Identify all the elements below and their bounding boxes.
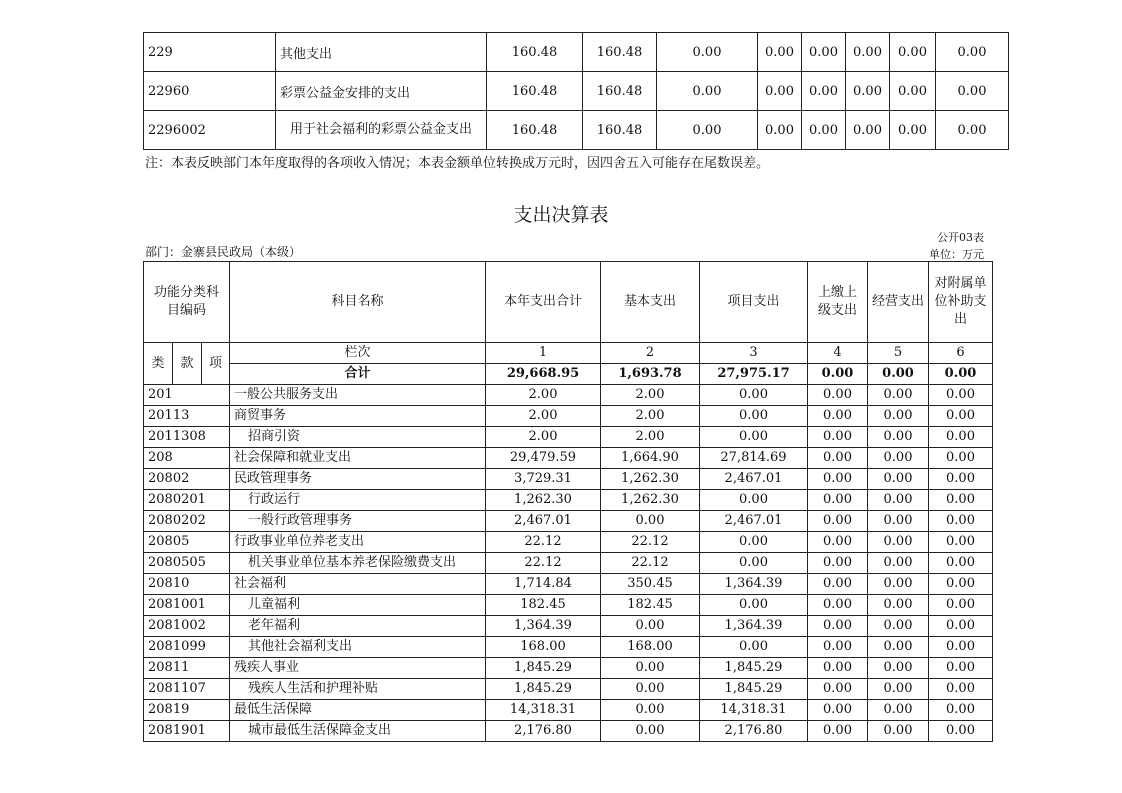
sum-project: 27,975.17: [700, 364, 808, 385]
row-value: 0.00: [868, 658, 929, 679]
row-value: 160.48: [487, 33, 583, 72]
row-value: 0.00: [868, 679, 929, 700]
row-value: 0.00: [601, 721, 700, 742]
row-value: 0.00: [936, 33, 1009, 72]
column-label: 栏次: [230, 343, 486, 364]
row-value: 0.00: [808, 406, 868, 427]
row-name: 一般公共服务支出: [230, 385, 486, 406]
row-value: 0.00: [929, 553, 993, 574]
table-row: [144, 637, 993, 658]
row-value: 0.00: [868, 721, 929, 742]
row-value: 0.00: [929, 448, 993, 469]
row-value: 160.48: [583, 33, 657, 72]
col-num-5: 5: [868, 343, 929, 364]
row-code: 20802: [144, 469, 230, 490]
table-row: [144, 427, 993, 448]
row-code: 20805: [144, 532, 230, 553]
row-value: 160.48: [583, 72, 657, 111]
row-code: 20811: [144, 658, 230, 679]
row-value: 0.00: [808, 721, 868, 742]
row-value: 22.12: [486, 532, 601, 553]
row-value: 0.00: [868, 406, 929, 427]
row-name: 彩票公益金安排的支出: [276, 72, 487, 111]
row-code: 2296002: [144, 111, 276, 150]
row-value: 22.12: [601, 553, 700, 574]
row-value: 0.00: [700, 637, 808, 658]
table-row: [144, 72, 1009, 111]
form-number: 公开03表: [937, 231, 984, 244]
row-value: 0.00: [929, 490, 993, 511]
row-code: 2081901: [144, 721, 230, 742]
row-name: 用于社会福利的彩票公益金支出: [276, 111, 487, 150]
row-value: 2.00: [601, 385, 700, 406]
row-value: 0.00: [808, 448, 868, 469]
row-value: 0.00: [929, 385, 993, 406]
row-value: 2.00: [486, 385, 601, 406]
row-value: 0.00: [700, 406, 808, 427]
row-value: 0.00: [929, 427, 993, 448]
col-num-3: 3: [700, 343, 808, 364]
row-value: 182.45: [601, 595, 700, 616]
row-value: 0.00: [929, 469, 993, 490]
row-value: 2,176.80: [700, 721, 808, 742]
row-value: 0.00: [657, 33, 758, 72]
row-value: 0.00: [657, 111, 758, 150]
row-value: 0.00: [758, 72, 802, 111]
row-code: 2081002: [144, 616, 230, 637]
table-row: [144, 448, 993, 469]
row-value: 22.12: [486, 553, 601, 574]
row-value: 14,318.31: [700, 700, 808, 721]
row-value: 1,714.84: [486, 574, 601, 595]
row-name: 残疾人事业: [230, 658, 486, 679]
row-code: 2081001: [144, 595, 230, 616]
row-code: 20810: [144, 574, 230, 595]
header-lei: 类: [144, 343, 173, 385]
row-value: 2.00: [601, 427, 700, 448]
header-business: 经营支出: [868, 262, 929, 343]
row-value: 29,479.59: [486, 448, 601, 469]
row-value: 0.00: [808, 658, 868, 679]
row-value: 0.00: [700, 595, 808, 616]
row-value: 0.00: [929, 721, 993, 742]
row-code: 201: [144, 385, 230, 406]
table-row: [144, 595, 993, 616]
row-value: 0.00: [868, 469, 929, 490]
table-row: [144, 33, 1009, 72]
row-value: 27,814.69: [700, 448, 808, 469]
row-name: 儿童福利: [230, 595, 486, 616]
row-value: 0.00: [936, 72, 1009, 111]
header-code: 功能分类科目编码: [144, 262, 230, 343]
row-value: 0.00: [868, 595, 929, 616]
header-row: [144, 262, 993, 343]
row-value: 160.48: [583, 111, 657, 150]
row-value: 0.00: [700, 553, 808, 574]
col-num-2: 2: [601, 343, 700, 364]
row-value: 1,845.29: [700, 658, 808, 679]
row-value: 2,176.80: [486, 721, 601, 742]
row-value: 2.00: [486, 427, 601, 448]
sum-row: [144, 364, 993, 385]
row-code: 2081099: [144, 637, 230, 658]
col-num-4: 4: [808, 343, 868, 364]
row-value: 160.48: [487, 111, 583, 150]
row-value: 1,364.39: [700, 574, 808, 595]
row-value: 0.00: [929, 679, 993, 700]
row-value: 2.00: [486, 406, 601, 427]
row-name: 一般行政管理事务: [230, 511, 486, 532]
row-code: 2011308: [144, 427, 230, 448]
row-value: 0.00: [929, 658, 993, 679]
sum-business: 0.00: [868, 364, 929, 385]
col-num-6: 6: [929, 343, 993, 364]
row-value: 0.00: [601, 658, 700, 679]
table-row: [144, 721, 993, 742]
row-name: 残疾人生活和护理补贴: [230, 679, 486, 700]
row-value: 182.45: [486, 595, 601, 616]
page-title: 支出决算表: [513, 204, 609, 226]
row-value: 0.00: [868, 700, 929, 721]
header-total: 本年支出合计: [486, 262, 601, 343]
row-value: 0.00: [808, 616, 868, 637]
row-value: 1,262.30: [486, 490, 601, 511]
expenditure-table: [143, 261, 993, 742]
row-value: 1,364.39: [486, 616, 601, 637]
row-value: 0.00: [890, 111, 936, 150]
row-value: 2,467.01: [700, 511, 808, 532]
row-value: 0.00: [868, 532, 929, 553]
row-value: 0.00: [929, 700, 993, 721]
row-value: 1,364.39: [700, 616, 808, 637]
header-xiang: 项: [202, 343, 230, 385]
row-name: 其他支出: [276, 33, 487, 72]
row-value: 14,318.31: [486, 700, 601, 721]
row-code: 2080505: [144, 553, 230, 574]
col-num-1: 1: [486, 343, 601, 364]
row-value: 0.00: [601, 700, 700, 721]
row-value: 1,845.29: [700, 679, 808, 700]
row-code: 20113: [144, 406, 230, 427]
sum-total: 29,668.95: [486, 364, 601, 385]
row-value: 168.00: [601, 637, 700, 658]
row-value: 0.00: [846, 111, 890, 150]
row-value: 0.00: [929, 511, 993, 532]
row-name: 城市最低生活保障金支出: [230, 721, 486, 742]
table-row: [144, 406, 993, 427]
row-code: 20819: [144, 700, 230, 721]
row-value: 0.00: [808, 637, 868, 658]
header-project: 项目支出: [700, 262, 808, 343]
row-value: 0.00: [868, 511, 929, 532]
row-value: 0.00: [808, 553, 868, 574]
row-value: 0.00: [657, 72, 758, 111]
header-basic: 基本支出: [601, 262, 700, 343]
row-value: 0.00: [700, 532, 808, 553]
row-value: 1,262.30: [601, 490, 700, 511]
row-value: 0.00: [929, 616, 993, 637]
row-value: 1,262.30: [601, 469, 700, 490]
row-value: 0.00: [700, 490, 808, 511]
row-value: 0.00: [868, 616, 929, 637]
row-value: 22.12: [601, 532, 700, 553]
row-value: 0.00: [808, 679, 868, 700]
row-value: 1,845.29: [486, 679, 601, 700]
table-row: [144, 469, 993, 490]
row-value: 0.00: [846, 72, 890, 111]
header-subsidy: 对附属单位补助支出: [929, 262, 993, 343]
sum-subsidy: 0.00: [929, 364, 993, 385]
row-value: 0.00: [802, 111, 846, 150]
table-row: [144, 658, 993, 679]
row-value: 0.00: [808, 385, 868, 406]
row-value: 2,467.01: [700, 469, 808, 490]
row-value: 0.00: [758, 33, 802, 72]
table-row: [144, 553, 993, 574]
row-value: 0.00: [601, 511, 700, 532]
sum-label: 合计: [230, 364, 486, 385]
row-code: 208: [144, 448, 230, 469]
row-value: 0.00: [808, 532, 868, 553]
row-code: 22960: [144, 72, 276, 111]
row-value: 3,729.31: [486, 469, 601, 490]
row-name: 招商引资: [230, 427, 486, 448]
table-row: [144, 574, 993, 595]
row-name: 行政事业单位养老支出: [230, 532, 486, 553]
table-row: [144, 111, 1009, 150]
row-value: 0.00: [808, 595, 868, 616]
row-value: 1,845.29: [486, 658, 601, 679]
row-value: 1,664.90: [601, 448, 700, 469]
row-value: 0.00: [808, 469, 868, 490]
table-row: [144, 511, 993, 532]
row-code: 2080202: [144, 511, 230, 532]
row-value: 0.00: [808, 511, 868, 532]
table-row: [144, 490, 993, 511]
row-value: 0.00: [802, 33, 846, 72]
row-value: 0.00: [929, 595, 993, 616]
row-value: 0.00: [868, 490, 929, 511]
row-value: 0.00: [890, 72, 936, 111]
unit-label: 单位：万元: [929, 248, 984, 261]
row-value: 2.00: [601, 406, 700, 427]
row-value: 0.00: [601, 616, 700, 637]
column-number-row: [144, 343, 993, 364]
row-value: 0.00: [868, 637, 929, 658]
row-name: 老年福利: [230, 616, 486, 637]
row-value: 168.00: [486, 637, 601, 658]
row-value: 0.00: [868, 448, 929, 469]
sum-basic: 1,693.78: [601, 364, 700, 385]
row-code: 2080201: [144, 490, 230, 511]
table-row: [144, 385, 993, 406]
header-name: 科目名称: [230, 262, 486, 343]
row-code: 229: [144, 33, 276, 72]
header-kuan: 款: [173, 343, 202, 385]
row-value: 2,467.01: [486, 511, 601, 532]
row-value: 0.00: [868, 574, 929, 595]
row-name: 其他社会福利支出: [230, 637, 486, 658]
row-value: 0.00: [808, 490, 868, 511]
row-value: 0.00: [929, 532, 993, 553]
row-name: 商贸事务: [230, 406, 486, 427]
row-value: 0.00: [808, 427, 868, 448]
row-name: 民政管理事务: [230, 469, 486, 490]
row-value: 0.00: [601, 679, 700, 700]
row-value: 0.00: [700, 427, 808, 448]
income-table-continuation: [143, 32, 1009, 150]
table-row: [144, 700, 993, 721]
row-value: 0.00: [929, 574, 993, 595]
table-note: 注：本表反映部门本年度取得的各项收入情况；本表金额单位转换成万元时，因四舍五入可能存在尾数误差。: [145, 156, 770, 171]
row-value: 0.00: [890, 33, 936, 72]
row-value: 0.00: [846, 33, 890, 72]
row-value: 350.45: [601, 574, 700, 595]
row-name: 社会福利: [230, 574, 486, 595]
row-value: 0.00: [808, 700, 868, 721]
row-value: 0.00: [868, 553, 929, 574]
row-value: 0.00: [868, 385, 929, 406]
row-value: 0.00: [929, 637, 993, 658]
row-name: 社会保障和就业支出: [230, 448, 486, 469]
row-value: 0.00: [936, 111, 1009, 150]
row-value: 0.00: [929, 406, 993, 427]
row-value: 0.00: [802, 72, 846, 111]
row-code: 2081107: [144, 679, 230, 700]
sum-upper: 0.00: [808, 364, 868, 385]
row-value: 0.00: [808, 574, 868, 595]
header-upper: 上缴上级支出: [808, 262, 868, 343]
department-label: 部门：金寨县民政局（本级）: [145, 245, 302, 259]
row-name: 机关事业单位基本养老保险缴费支出: [230, 553, 486, 574]
table-row: [144, 532, 993, 553]
table-row: [144, 616, 993, 637]
row-value: 0.00: [868, 427, 929, 448]
row-name: 行政运行: [230, 490, 486, 511]
row-name: 最低生活保障: [230, 700, 486, 721]
row-value: 0.00: [758, 111, 802, 150]
row-value: 0.00: [700, 385, 808, 406]
table-row: [144, 679, 993, 700]
row-value: 160.48: [487, 72, 583, 111]
